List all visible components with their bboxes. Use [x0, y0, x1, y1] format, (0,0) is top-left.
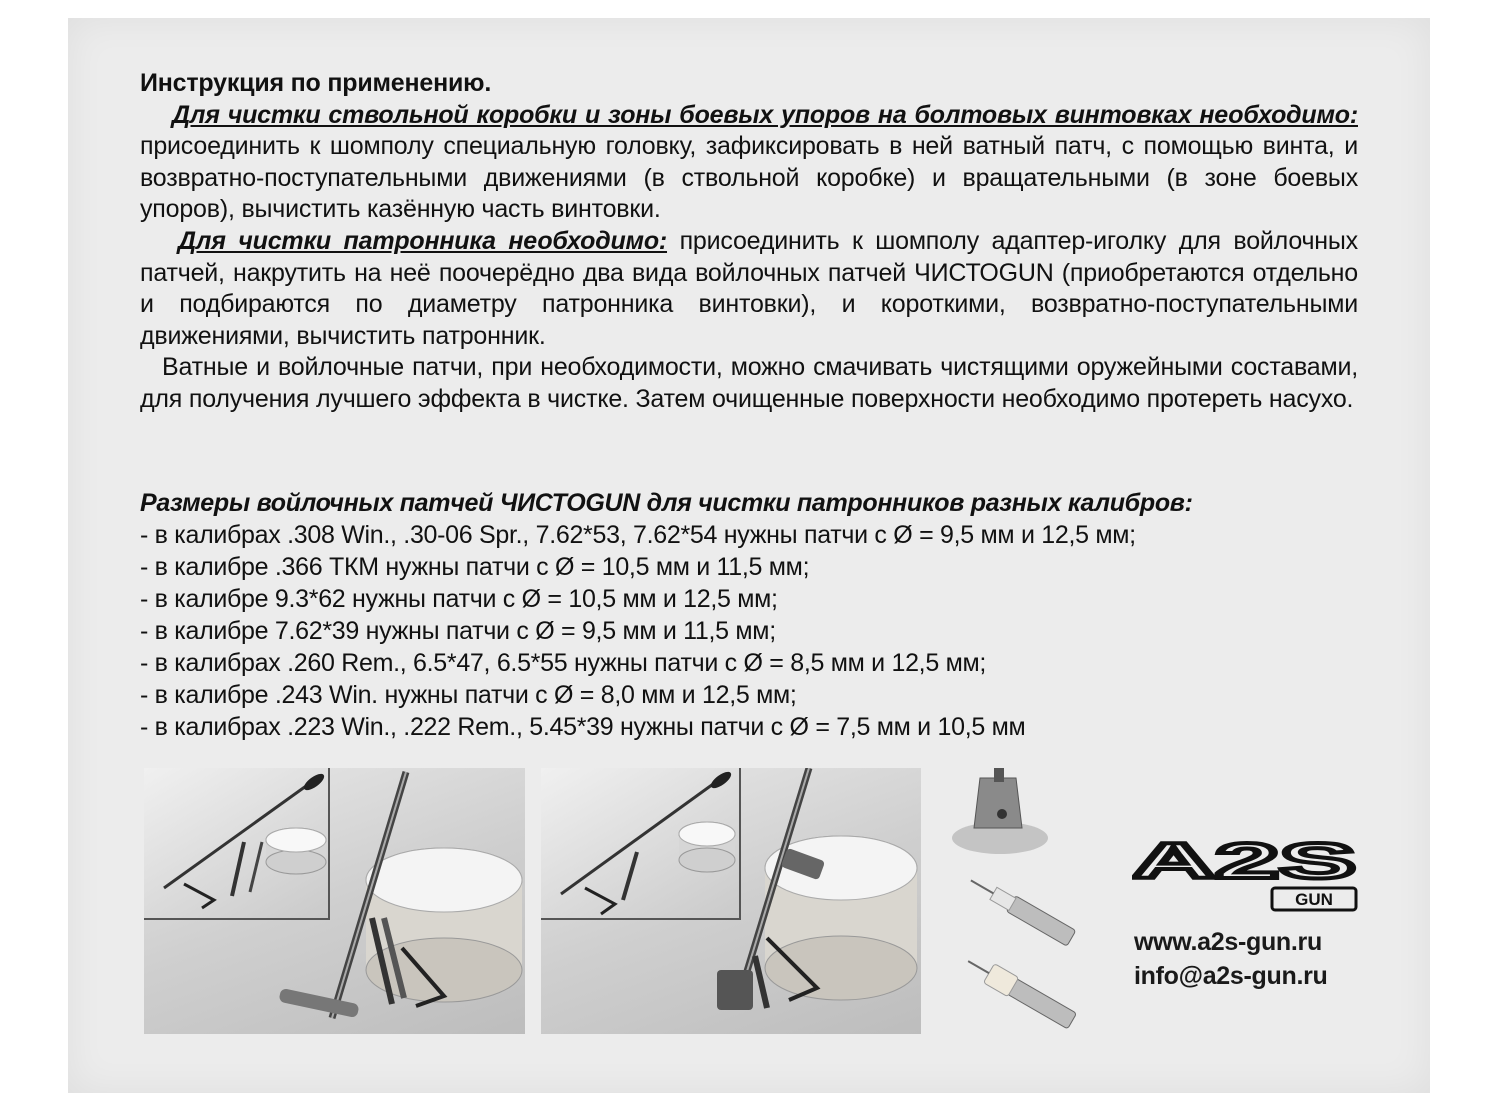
patch-sizes-block: [140, 487, 1370, 743]
email-link[interactable]: info@a2s-gun.ru: [1134, 962, 1328, 990]
chamber-cleaning-text: присоединить к шомполу адаптер-иголку для войлочных патчей, накрутить на неё поочерёдно два вида войлочных патчей ЧИСТОGUN (приобретаются отдельно и подбираются по диаметру патронника винтовки), и короткими, возвратно-поступательными движениями, вычистить патронник.: [140, 226, 1358, 350]
website-link[interactable]: www.a2s-gun.ru: [1134, 928, 1322, 956]
instructions-paragraph-chamber: [140, 226, 1358, 352]
chamber-kit-inset-photo: [541, 768, 741, 920]
patch-size-item: - в калибре .366 ТКМ нужны патчи с Ø = 10,5 мм и 11,5 мм;: [140, 553, 810, 581]
patch-sizes-title: Размеры войлочных патчей ЧИСТОGUN для чистки патронников разных калибров:: [140, 489, 1193, 517]
patch-size-item: - в калибре .243 Win. нужны патчи с Ø = 8,0 мм и 12,5 мм;: [140, 681, 797, 709]
chamber-kit-photo: [541, 768, 921, 1034]
instructions-block: [140, 68, 1358, 416]
solvents-text: Ватные и войлочные патчи, при необходимости, можно смачивать чистящими оружейными составами, для получения лучшего эффекта в чистке. Затем очищенные поверхности необходимо протереть насухо.: [140, 353, 1358, 413]
logo-sub-text: GUN: [1295, 890, 1333, 909]
instructions-title: Инструкция по применению.: [140, 69, 492, 97]
adapter-detail-photos: [950, 768, 1090, 1038]
chamber-cleaning-heading: Для чистки патронника необходимо:: [178, 226, 668, 255]
patch-size-item: - в калибре 9.3*62 нужны патчи с Ø = 10,5 мм и 12,5 мм;: [140, 585, 778, 613]
receiver-kit-inset-photo: [144, 768, 330, 920]
chamber-kit-inset-illustration: [541, 768, 739, 918]
receiver-cleaning-text: присоединить к шомполу специальную головку, зафиксировать в ней ватный патч, с помощью винта, и возвратно-поступательными движениями (в ствольной коробке) и вращательными (в зоне боевых упоров), вычистить казённую часть винтовки.: [140, 132, 1358, 224]
receiver-kit-photo: [144, 768, 525, 1034]
receiver-cleaning-heading: Для чистки ствольной коробки и зоны боевых упоров на болтовых винтовках необходимо:: [172, 100, 1358, 129]
brand-logo: [1132, 838, 1362, 919]
instructions-paragraph-receiver: [140, 100, 1358, 226]
patch-size-item: - в калибре 7.62*39 нужны патчи с Ø = 9,5 мм и 11,5 мм;: [140, 617, 776, 645]
logo-main-text: A2S: [1132, 838, 1356, 889]
a2s-gun-logo-icon: [1132, 838, 1360, 914]
instructions-paragraph-solvents: [140, 352, 1358, 415]
patch-size-item: - в калибрах .308 Win., .30-06 Spr., 7.62*53, 7.62*54 нужны патчи с Ø = 9,5 мм и 12,5 мм;: [140, 521, 1136, 549]
patch-size-item: - в калибрах .223 Win., .222 Rem., 5.45*39 нужны патчи с Ø = 7,5 мм и 10,5 мм: [140, 713, 1026, 741]
adapter-detail-illustration: [950, 768, 1090, 1038]
receiver-kit-inset-illustration: [144, 768, 328, 918]
patch-size-item: - в калибрах .260 Rem., 6.5*47, 6.5*55 нужны патчи с Ø = 8,5 мм и 12,5 мм;: [140, 649, 987, 677]
